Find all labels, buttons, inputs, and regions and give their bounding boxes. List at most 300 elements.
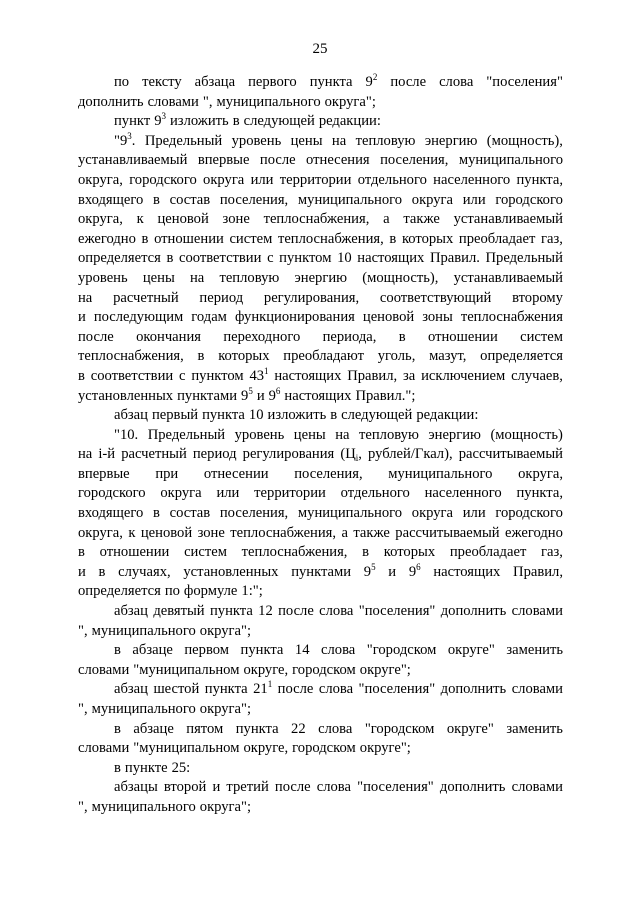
word: $21^1$ [253,679,273,698]
text-line [78,367,563,387]
text-line [78,465,563,485]
word: муниципального [91,701,196,717]
word: или [250,171,274,188]
word: ценовой [362,309,415,326]
word: заменить [506,720,563,737]
word: муниципального [297,191,403,208]
word: округа [411,505,454,522]
word: населенного [433,171,511,188]
text-line [78,289,563,309]
word: пункта [209,603,253,620]
text-line [78,700,563,720]
text-line [78,387,563,407]
word: следующей [243,113,315,130]
word: рассчитываемый [395,524,500,541]
word: округа, [78,524,123,541]
word: рассчитываемый [458,446,563,463]
word: "поселения" [357,779,434,796]
word: словами [511,779,563,796]
word: i-й [98,446,116,463]
word: после [259,152,296,169]
word: словами [78,740,130,757]
word: энергию [424,132,478,149]
word: $9^6$ [408,561,421,580]
word: "городском [364,720,435,737]
word: 10 [248,407,264,424]
text-line [78,720,563,740]
word: которых [383,544,436,561]
word: в [362,544,370,561]
word: (мощность), [486,132,563,149]
word: "городском [366,642,437,659]
word: настоящих [284,387,352,404]
word: Правил."; [355,387,416,404]
word: окончания [136,328,201,345]
word: второму [512,289,563,306]
word: пятом [186,720,224,737]
word: муниципального [91,798,196,815]
word: которых [401,230,454,247]
text-line [78,230,563,250]
word: $9^3$ [154,111,166,130]
word: ценовой [157,211,209,228]
word: уголь, [377,348,416,365]
word: "10. [114,426,139,443]
text-line [78,680,563,700]
word: округе"; [359,661,411,678]
text-line [78,563,563,583]
word: случаев, [511,367,563,384]
word: в [152,191,160,208]
word: в [98,563,106,580]
word: первый [151,407,199,424]
word: пунктом [279,250,332,267]
word: отношении [428,328,498,345]
word: устанавливаемый [453,211,563,228]
word: $9^6$ [268,385,281,404]
word: "муниципальном [133,661,240,678]
word: преобладают [283,348,364,365]
word: муниципального [216,93,321,110]
word: округа"; [199,622,252,639]
word: уровень [234,426,285,443]
word: определяется [480,348,563,365]
word: слова [319,603,354,620]
word: в [197,348,205,365]
word: входящего [78,505,144,522]
word: $43^1$ [249,365,269,384]
word: отношении [99,544,170,561]
word: округа [203,171,245,188]
word: энергию [294,269,348,286]
word: зоне [197,524,225,541]
word: а [383,211,390,228]
word: отдельного [340,485,410,502]
word: "поселения" [358,603,436,620]
word: также [353,524,390,541]
word: функционирования [234,309,355,326]
word: ежегодно [78,230,136,247]
word: "поселения" [486,74,563,90]
word: по [114,74,130,90]
word: слова [321,642,356,659]
word: слова [318,681,354,698]
word: поселения, [219,191,289,208]
word: после [78,328,114,345]
word: соответствующий [379,289,492,306]
word: абзаце [133,720,174,737]
word: за [403,367,416,384]
word: шестой [153,681,200,698]
word: в [78,544,85,561]
word: Правил, [347,367,398,384]
word: пунктами [177,387,238,404]
word: по [164,583,180,600]
word: дополнить [440,681,507,698]
word: абзац [114,407,148,424]
word: округе" [446,720,494,737]
word: преобладает [449,544,527,561]
word: впервые [78,465,130,482]
word: и [78,309,86,326]
word: к [128,524,136,541]
word: годам [191,309,227,326]
word: после [390,74,427,90]
word: словами [147,93,199,110]
word: Правил. [429,250,480,267]
word: Предельный [485,250,563,267]
word: поселения, [380,152,449,169]
word: территории [254,485,326,502]
word: следующей [341,407,413,424]
word: пунктом [191,367,244,384]
word: редакции: [416,407,479,424]
text-line [78,484,563,504]
word: цены [142,269,175,286]
text-line [78,759,563,779]
word: или [462,191,486,208]
word: округе"; [359,740,411,757]
word: на [331,132,347,149]
text-line [78,739,563,759]
word: округе, [243,661,289,678]
word: уровень [78,269,128,286]
word: случаях, [118,563,171,580]
word: городского [129,171,197,188]
word: в [114,642,121,659]
word: в [166,250,174,267]
word: "поселения" [358,681,436,698]
word: словами [511,603,563,620]
word: словами [78,661,130,678]
word: населенного [424,485,502,502]
word: энергию [428,426,481,443]
word: теплоснабжения, [241,544,348,561]
word: установленных [78,387,174,404]
word: к [136,211,144,228]
word: в [330,407,338,424]
text-line [78,191,563,211]
word: пункта [204,681,248,698]
word: преобладает [458,230,536,247]
word: соответствии [178,250,262,267]
word: и [256,387,265,404]
word: отношении [154,230,224,247]
word: на [78,446,93,463]
word: округа [411,191,454,208]
word: настоящих [433,563,501,580]
word: цены [290,132,323,149]
word: пункте [124,759,168,776]
word: отнесения [306,152,370,169]
word: при [155,465,179,482]
word: теплоснабжения [460,309,563,326]
word: на [335,426,350,443]
word: пункта, [516,171,563,188]
word: слова [318,720,353,737]
document-body [78,73,563,818]
word: состав [169,505,211,522]
word: пункта [235,720,279,737]
word: периода, [322,328,377,345]
word: городского [78,485,146,502]
word: заменить [506,642,563,659]
word: округа, [78,171,123,188]
word: округа"; [324,93,376,110]
text-line [78,524,563,544]
word: период [199,289,244,306]
page-number: 25 [312,41,328,57]
word: исключением [421,367,506,384]
word: систем [520,328,563,345]
text-line [78,543,563,563]
word: устанавливаемый [78,152,188,169]
word: округа [160,485,202,502]
word: после [278,603,314,620]
word: после [277,681,314,698]
word: ", [202,93,213,110]
word: изложить [170,113,229,130]
word: настоящих [357,250,425,267]
text-line [78,602,563,622]
word: определяется [78,250,161,267]
word: тепловую [355,132,416,149]
word: определяется [78,583,161,600]
word: $9^5$ [363,561,376,580]
word: период [192,446,237,463]
word: первого [248,74,297,90]
word: зоны [422,309,453,326]
word: округа"; [199,798,252,815]
word: теплоснабжения, [78,348,184,365]
text-line [78,622,563,642]
word: "муниципальном [133,740,240,757]
word: 22 [291,720,306,737]
word: систем [184,544,227,561]
word: ", [78,798,88,815]
word: в [152,505,160,522]
word: пунктами [291,563,352,580]
word: словами [511,681,563,698]
text-line [78,249,563,269]
word: (мощность), [362,269,439,286]
word: в [389,230,397,247]
word: на [78,289,93,306]
word: расчетный [113,289,179,306]
word: или [462,505,486,522]
word: последующим [93,309,184,326]
word: ежегодно [505,524,563,541]
word: округа"; [199,701,252,717]
word: городском [292,740,356,757]
word: или [216,485,240,502]
word: 12 [258,603,273,620]
word: тексту [142,74,182,90]
word: девятый [153,603,205,620]
word: и [388,563,397,580]
text-line [78,328,563,348]
text-line [78,582,563,602]
word: территории [279,171,352,188]
word: третий [226,779,269,796]
word: тепловую [359,426,419,443]
word: впервые [197,152,250,169]
word: рублей/Гкал), [368,446,453,463]
word: которых [218,348,270,365]
word: второй [163,779,207,796]
word: 10 [337,250,352,267]
text-line [78,798,563,818]
word: газ, [541,230,563,247]
word: и [78,563,86,580]
text-line [78,778,563,798]
word: настоящих [274,367,342,384]
word: округа, [78,211,123,228]
word: пункта [309,74,353,90]
word: регулирования, [263,289,360,306]
text-line [78,504,563,524]
text-line [78,347,563,367]
word: редакции: [318,113,381,130]
word: пункта, [516,485,563,502]
text-line [78,93,563,113]
word: Правил, [513,563,563,580]
word: в [398,328,406,345]
word: абзаце [132,642,173,659]
word: слова [439,74,474,90]
word: 14 [294,642,310,659]
word: формуле [183,583,238,600]
word: установленных [183,563,279,580]
word: цены [293,426,326,443]
word: абзацы [114,779,158,796]
word: расчетный [121,446,187,463]
word: ", [78,622,88,639]
word: в [141,230,149,247]
word: с [179,367,186,384]
word: абзаца [194,74,236,90]
word: и [212,779,221,796]
word: тепловую [219,269,280,286]
word: в [114,759,121,776]
word: муниципального [388,465,493,482]
text-line [78,406,563,426]
word: входящего [78,191,144,208]
text-line [78,151,563,171]
word: пункта [202,407,245,424]
word: пункт [114,113,151,130]
text-line [78,112,563,132]
word: городского [495,191,563,208]
word: поселения, [294,465,363,482]
text-line [78,661,563,681]
word: регулирования [242,446,335,463]
word: ($Ц_i$, [340,446,362,464]
word: муниципального [458,152,563,169]
word: после [274,779,311,796]
word: отнесении [203,465,269,482]
word: первом [184,642,230,659]
word: ценовой [140,524,193,541]
word: мазут, [429,348,467,365]
word: соответствии [90,367,174,384]
word: отдельного [357,171,427,188]
word: теплоснабжения, [230,524,337,541]
word: Предельный [147,426,226,443]
word: слова [316,779,351,796]
word: ", [78,701,88,717]
word: абзац [114,603,148,620]
text-line [78,73,563,93]
text-line [78,426,563,446]
word: дополнить [439,779,506,796]
word: с [267,250,274,267]
word: систем [229,230,273,247]
word: также [403,211,440,228]
word: в [78,367,85,384]
word: муниципального [91,622,196,639]
text-line [78,171,563,191]
word: переходного [223,328,301,345]
word: "$9^3$. [114,130,136,149]
word: округе, [243,740,289,757]
word: дополнить [440,603,507,620]
word: дополнить [78,93,144,110]
word: городского [495,505,563,522]
word: теплоснабжения, [277,230,384,247]
word: абзац [114,681,148,698]
text-line [78,132,563,152]
word: газ, [541,544,563,561]
text-line [78,641,563,661]
text-line [78,269,563,289]
word: в [114,720,121,737]
word: зоне [222,211,250,228]
word: округа, [518,465,563,482]
word: городском [292,661,356,678]
word: 25: [171,759,191,776]
word: округе" [447,642,495,659]
word: (мощность) [490,426,563,443]
word: уровень [231,132,282,149]
word: теплоснабжения, [263,211,370,228]
text-line [78,210,563,230]
text-line [78,445,563,465]
word: $9^5$ [241,385,253,404]
word: устанавливаемый [453,269,563,286]
word: в [232,113,240,130]
word: поселения, [219,505,289,522]
